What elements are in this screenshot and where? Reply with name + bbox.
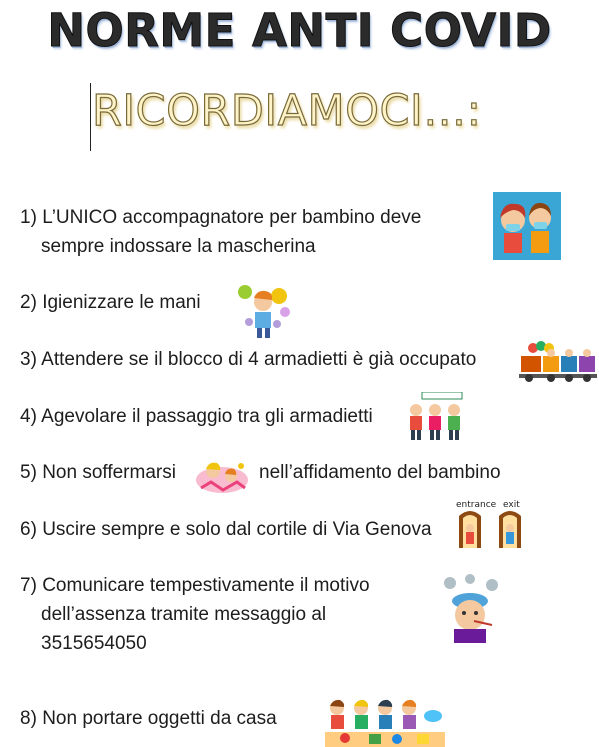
entrance-exit-doors-illustration (455, 498, 527, 550)
children-with-masks-illustration (493, 192, 561, 260)
children-train-illustration (519, 340, 597, 384)
rule-item-1: 1) L’UNICO accompagnatore per bambino deve sempre indossare la mascherina (20, 207, 422, 257)
rule-item-8: 8) Non portare oggetti da casa (20, 708, 277, 729)
text-cursor (90, 83, 91, 151)
child-washing-hands-illustration (235, 282, 295, 340)
exit-label: exit (503, 500, 520, 510)
rule-item-4: 4) Agevolare il passaggio tra gli armadietti (20, 406, 373, 427)
children-queue-illustration (404, 392, 466, 442)
rule-item-2: 2) Igienizzare le mani (20, 292, 201, 313)
mother-and-child-illustration (193, 458, 251, 496)
rule-item-3: 3) Attendere se il blocco di 4 armadietti è già occupato (20, 349, 477, 370)
rule-item-5: 5) Non soffermarsi (20, 462, 176, 483)
rule-item-7: 7) Comunicare tempestivamente il motivo dell’assenza tramite messaggio al 3515654050 (20, 575, 370, 654)
rule-item-5-continuation: nell’affidamento del bambino (259, 462, 501, 483)
page-subtitle: RICORDIAMOCI…: (92, 86, 482, 136)
entrance-label: entrance (456, 500, 497, 510)
sick-child-illustration (440, 573, 502, 645)
page-title: NORME ANTI COVID (47, 4, 552, 57)
children-with-toys-illustration (325, 696, 445, 747)
rule-item-6: 6) Uscire sempre e solo dal cortile di Via Genova (20, 519, 432, 540)
